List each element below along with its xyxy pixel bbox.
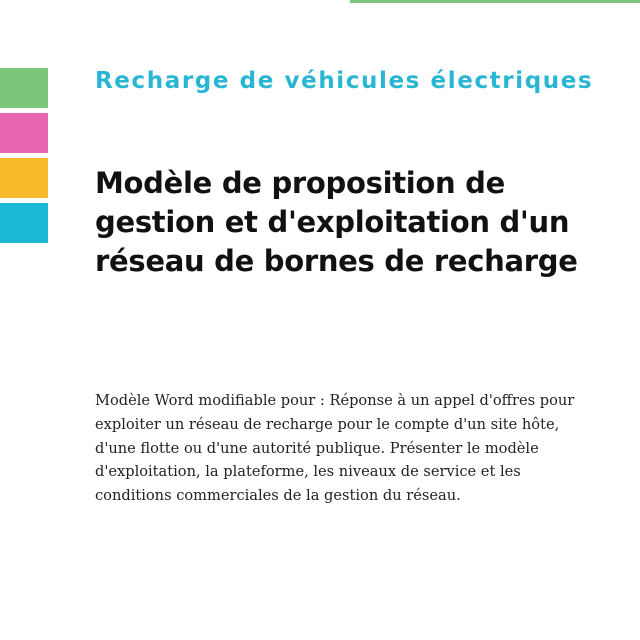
color-swatch-cyan bbox=[0, 203, 48, 243]
color-swatch-yellow bbox=[0, 158, 48, 198]
category-label: Recharge de véhicules électriques bbox=[95, 68, 594, 94]
color-swatch-green bbox=[0, 68, 48, 108]
description-text: Modèle Word modifiable pour : Réponse à un appel d'offres pour exploiter un réseau de recharge pour le compte d'un site hôte, d'une flotte ou d'une autorité publique. Présenter le modèle d'exploitation, la plateforme, les niveaux de service et les conditions commerciales de la gestion du réseau. bbox=[95, 392, 575, 505]
color-swatch-pink bbox=[0, 113, 48, 153]
top-accent-line bbox=[350, 0, 640, 3]
page-title: Modèle de proposition de gestion et d'exploitation d'un réseau de bornes de recharge bbox=[95, 166, 578, 278]
